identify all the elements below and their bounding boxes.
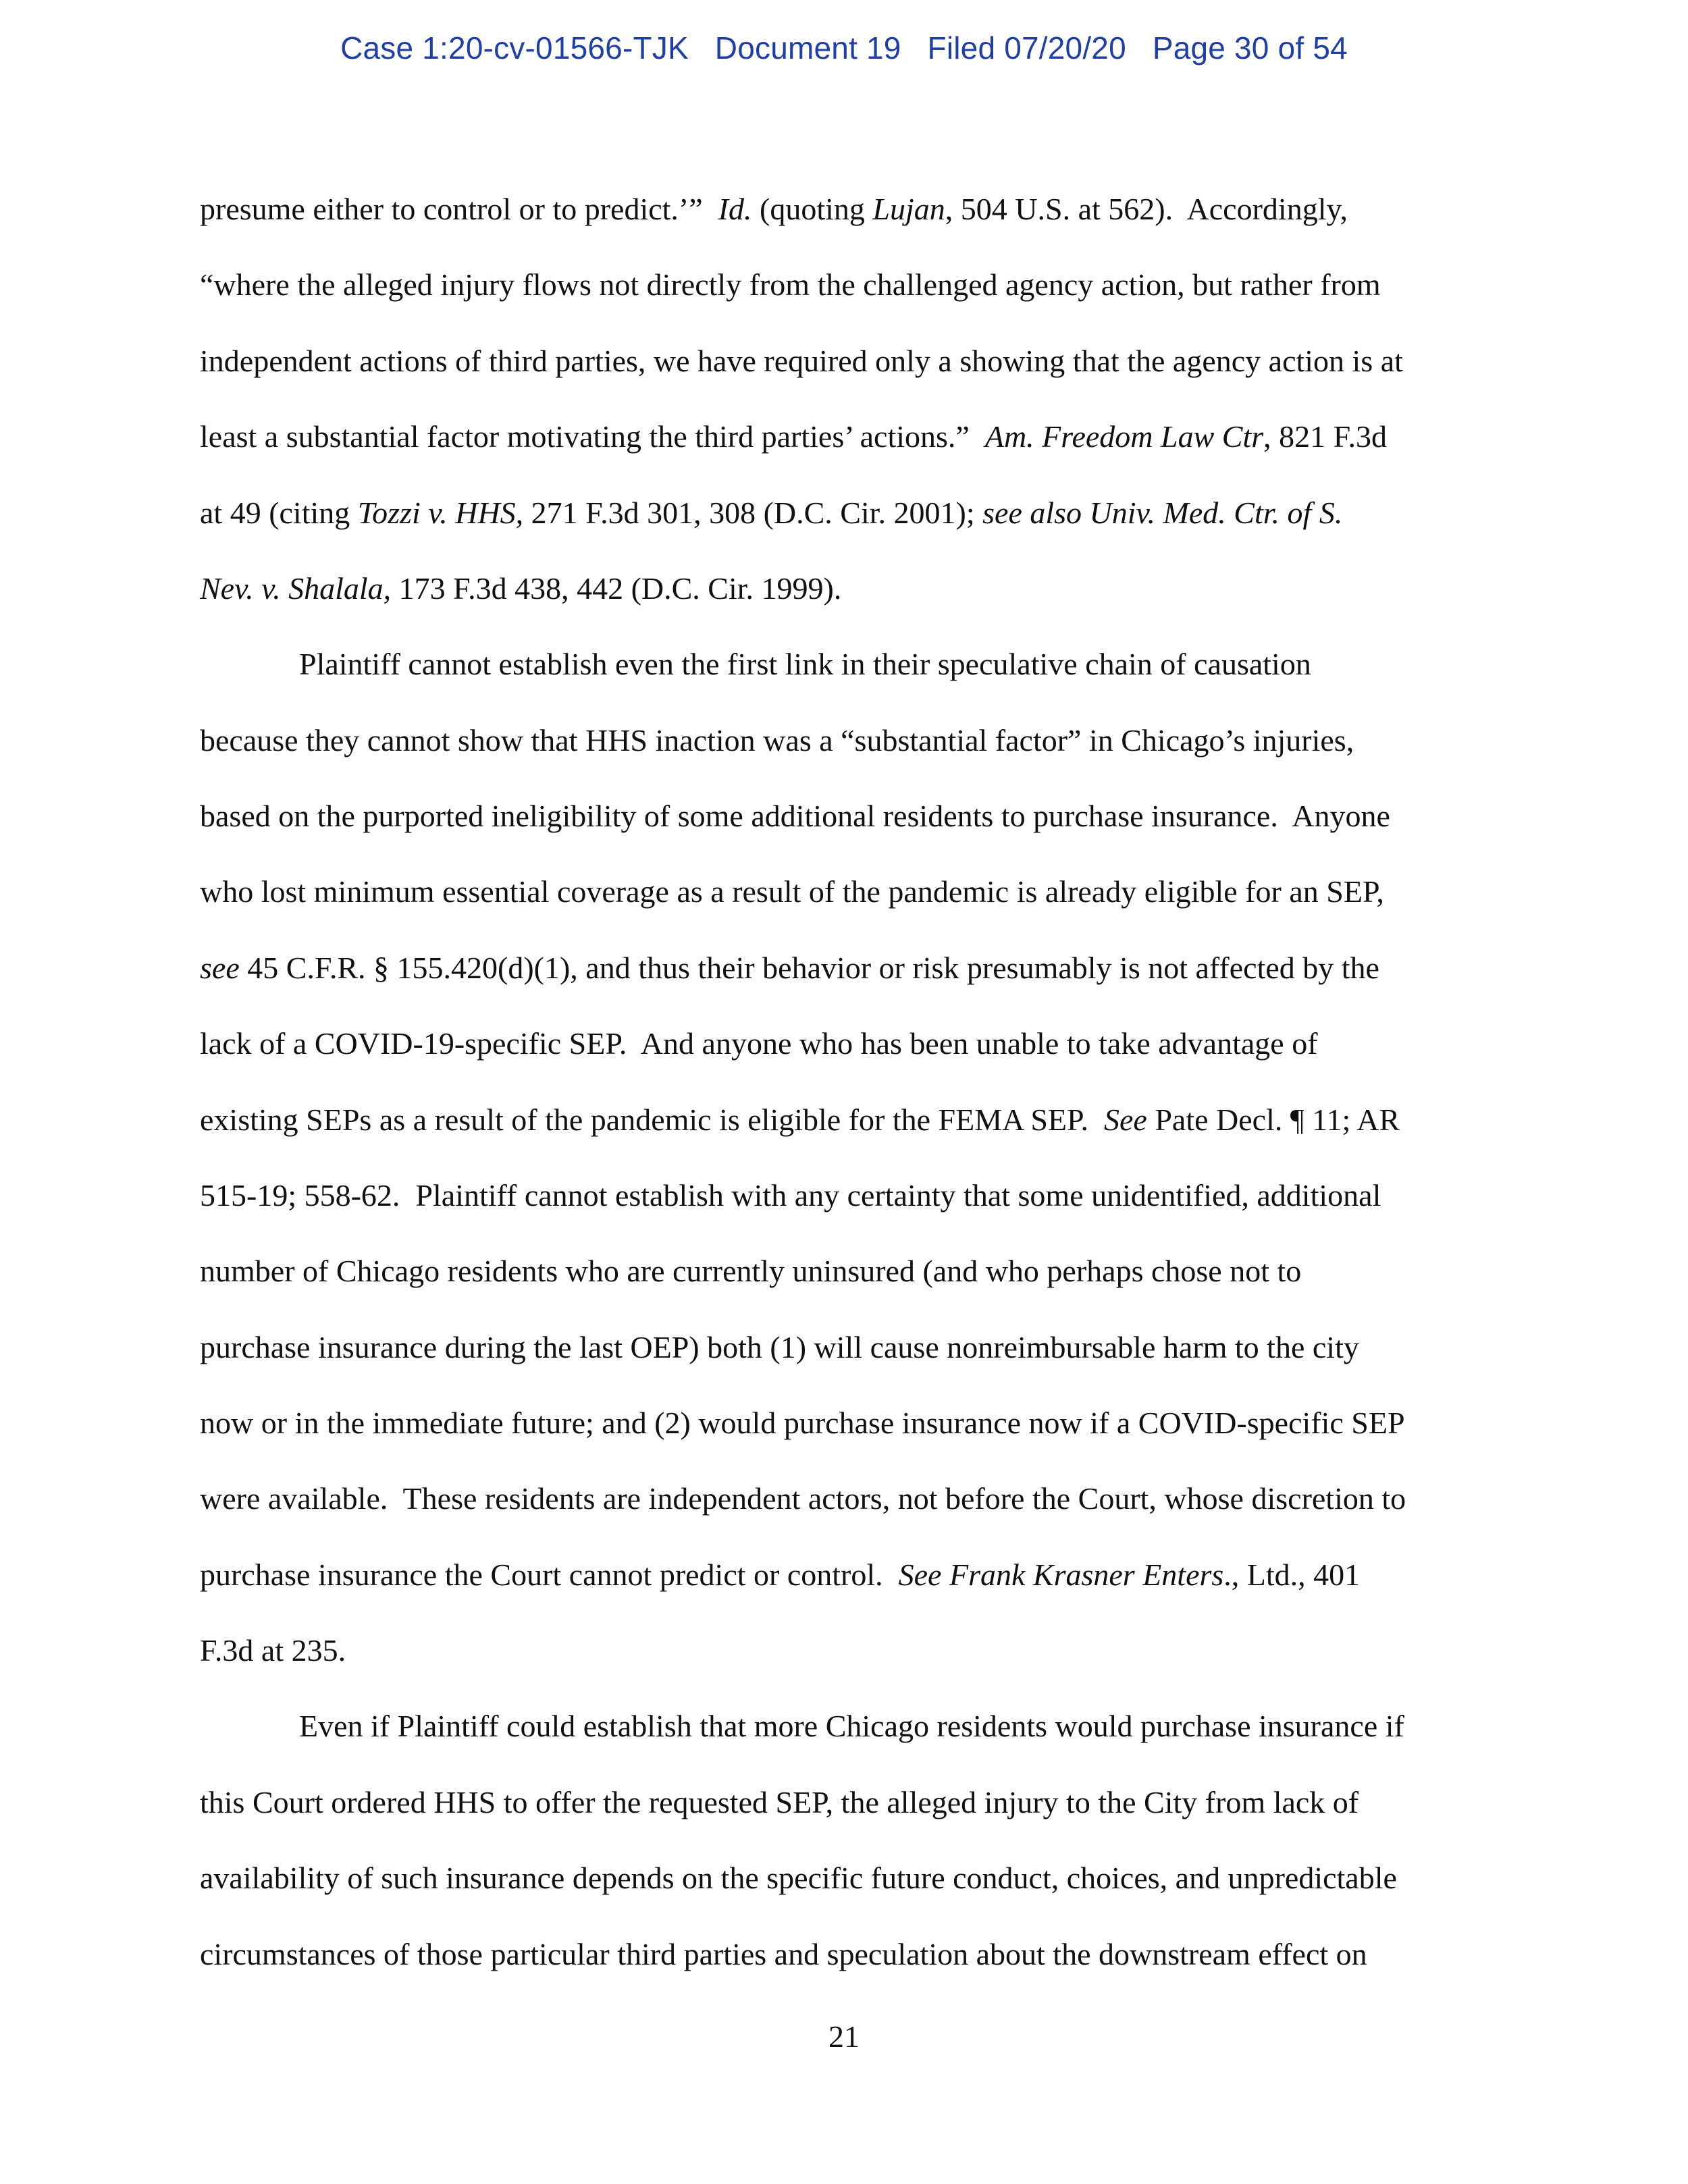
- italic-text: Tozzi v. HHS,: [357, 496, 524, 530]
- text-line: [200, 190, 1348, 228]
- text-segment: independent actions of third parties, we have required only a showing that the agency action is at: [200, 344, 1403, 378]
- text-segment: 45 C.F.R. § 155.420(d)(1), and thus their behavior or risk presumably is not affected by the: [239, 951, 1379, 985]
- text-line: [200, 1556, 1360, 1594]
- text-segment: 515-19; 558-62. Plaintiff cannot establish with any certainty that some unidentified, additional: [200, 1178, 1381, 1213]
- text-line: [200, 1632, 346, 1670]
- text-segment: availability of such insurance depends on the specific future conduct, choices, and unpredictable: [200, 1861, 1397, 1895]
- case-header: Case 1:20-cv-01566-TJK Document 19 Filed 07/20/20 Page 30 of 54: [340, 30, 1348, 65]
- text-line: [200, 1480, 1406, 1518]
- italic-text: Lujan: [872, 192, 945, 226]
- text-line: [200, 1936, 1367, 1973]
- text-line: [200, 418, 1387, 456]
- text-segment: who lost minimum essential coverage as a result of the pandemic is already eligible for an SEP,: [200, 874, 1384, 909]
- text-segment: , 821 F.3d: [1263, 419, 1388, 454]
- text-line: [200, 949, 1379, 987]
- text-segment: , 504 U.S. at 562). Accordingly,: [945, 192, 1348, 226]
- text-segment: F.3d at 235.: [200, 1633, 346, 1668]
- text-line: [200, 797, 1390, 835]
- text-segment: because they cannot show that HHS inaction was a “substantial factor” in Chicago’s injuries,: [200, 723, 1354, 757]
- text-line: [200, 1404, 1405, 1442]
- text-segment: ., Ltd., 401: [1223, 1557, 1361, 1592]
- text-segment: at 49 (citing: [200, 496, 358, 530]
- text-segment: purchase insurance the Court cannot predict or control.: [200, 1557, 899, 1592]
- text-line: [200, 494, 1342, 532]
- page-number: 21: [828, 2019, 860, 2054]
- italic-text: see: [200, 951, 240, 985]
- italic-text: See Frank Krasner Enters: [898, 1557, 1224, 1592]
- text-line: [200, 266, 1381, 304]
- text-segment: 173 F.3d 438, 442 (D.C. Cir. 1999).: [391, 571, 842, 606]
- text-line: [200, 1025, 1318, 1063]
- text-segment: were available. These residents are independent actors, not before the Court, whose discretion to: [200, 1481, 1406, 1516]
- text-line: [200, 722, 1354, 760]
- text-segment: lack of a COVID-19-specific SEP. And anyone who has been unable to take advantage of: [200, 1026, 1318, 1061]
- text-line: [200, 1252, 1301, 1290]
- text-line: [200, 1859, 1397, 1897]
- text-segment: Plaintiff cannot establish even the first link in their speculative chain of causation: [299, 647, 1311, 681]
- text-segment: Pate Decl. ¶ 11; AR: [1146, 1102, 1400, 1137]
- text-line: [200, 1784, 1359, 1821]
- italic-text: Nev. v. Shalala,: [200, 571, 392, 606]
- text-segment: presume either to control or to predict.’”: [200, 192, 718, 226]
- text-segment: (quoting: [751, 192, 873, 226]
- text-line: [200, 1177, 1381, 1215]
- text-line: [299, 645, 1311, 683]
- text-segment: number of Chicago residents who are currently uninsured (and who perhaps chose not to: [200, 1254, 1302, 1288]
- text-segment: now or in the immediate future; and (2) would purchase insurance now if a COVID-specific SEP: [200, 1406, 1405, 1440]
- text-segment: Even if Plaintiff could establish that more Chicago residents would purchase insurance if: [299, 1709, 1404, 1743]
- text-segment: “where the alleged injury flows not directly from the challenged agency action, but rather from: [200, 267, 1381, 302]
- italic-text: see also Univ. Med. Ctr. of S.: [982, 496, 1343, 530]
- italic-text: See: [1104, 1102, 1147, 1137]
- text-segment: this Court ordered HHS to offer the requested SEP, the alleged injury to the City from lack of: [200, 1785, 1359, 1819]
- text-line: [200, 1329, 1359, 1366]
- italic-text: Am. Freedom Law Ctr: [984, 419, 1264, 454]
- text-line: [200, 873, 1384, 911]
- text-segment: circumstances of those particular third parties and speculation about the downstream effect on: [200, 1937, 1367, 1971]
- text-line: [299, 1707, 1404, 1745]
- text-segment: purchase insurance during the last OEP) both (1) will cause nonreimbursable harm to the city: [200, 1330, 1359, 1364]
- italic-text: Id.: [718, 192, 752, 226]
- text-line: [200, 342, 1403, 380]
- text-segment: based on the purported ineligibility of some additional residents to purchase insurance. Anyone: [200, 799, 1390, 833]
- text-segment: least a substantial factor motivating the third parties’ actions.”: [200, 419, 985, 454]
- text-line: [200, 1101, 1400, 1139]
- text-segment: 271 F.3d 301, 308 (D.C. Cir. 2001);: [523, 496, 983, 530]
- text-segment: existing SEPs as a result of the pandemic is eligible for the FEMA SEP.: [200, 1102, 1104, 1137]
- text-line: [200, 570, 841, 608]
